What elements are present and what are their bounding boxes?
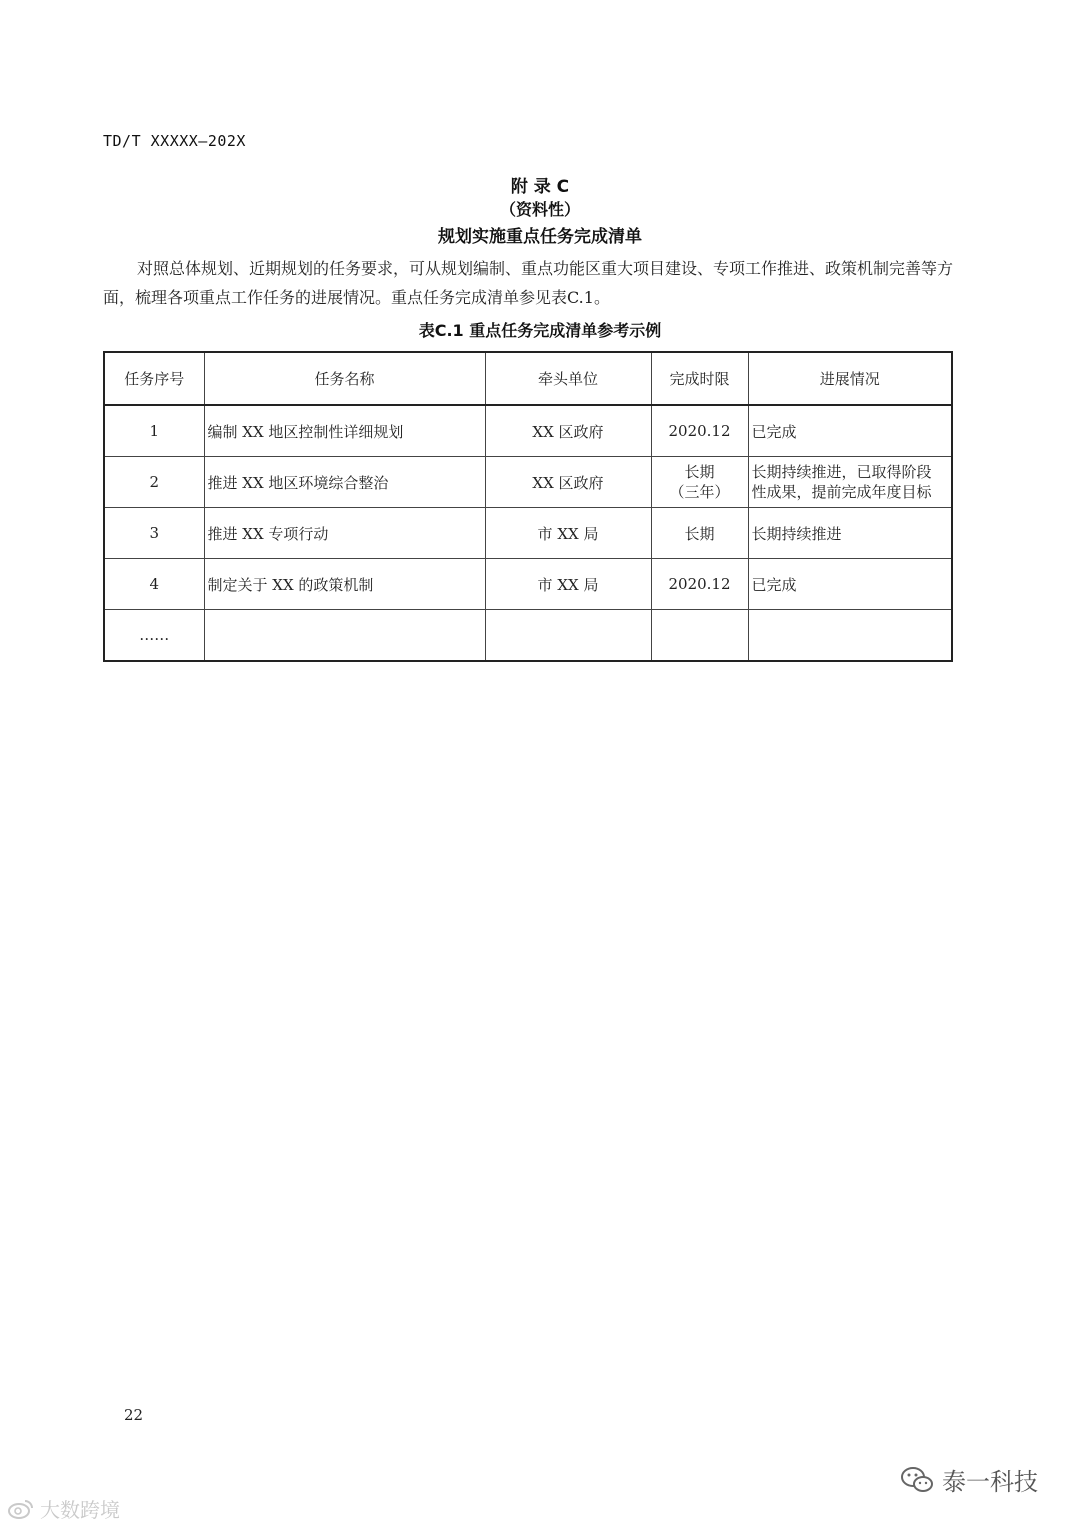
progress-line-2: 性成果，提前完成年度目标 xyxy=(751,483,932,501)
weibo-logo-icon xyxy=(8,1498,34,1520)
watermark-right xyxy=(900,1462,1038,1497)
cell-task-name: 编制 XX 地区控制性详细规划 xyxy=(204,405,485,457)
page-number: 22 xyxy=(124,1406,144,1424)
header-task-name: 任务名称 xyxy=(204,352,485,405)
cell-deadline: 2020.12 xyxy=(651,405,748,457)
cell-progress xyxy=(748,457,952,508)
cell-task-no: 1 xyxy=(104,405,204,457)
cell-progress xyxy=(748,610,952,662)
cell-lead-unit xyxy=(485,610,651,662)
cell-progress: 已完成 xyxy=(748,559,952,610)
cell-task-name xyxy=(204,610,485,662)
cell-task-no: 4 xyxy=(104,559,204,610)
cell-lead-unit: 市 XX 局 xyxy=(485,508,651,559)
cell-task-no: 2 xyxy=(104,457,204,508)
cell-task-name: 推进 XX 专项行动 xyxy=(204,508,485,559)
header-progress: 进展情况 xyxy=(748,352,952,405)
header-lead-unit: 牵头单位 xyxy=(485,352,651,405)
document-code: TD/T XXXXX—202X xyxy=(103,132,246,150)
watermark-left xyxy=(8,1494,120,1523)
cell-task-no: …… xyxy=(104,610,204,662)
cell-progress: 长期持续推进 xyxy=(748,508,952,559)
cell-deadline: 2020.12 xyxy=(651,559,748,610)
appendix-name: 规划实施重点任务完成清单 xyxy=(438,227,642,247)
wechat-logo-icon xyxy=(900,1466,934,1494)
deadline-line-2: （三年） xyxy=(669,483,730,501)
cell-task-name: 推进 XX 地区环境综合整治 xyxy=(204,457,485,508)
appendix-title: 附 录 C xyxy=(510,177,570,197)
watermark-right-text: 泰一科技 xyxy=(942,1468,1038,1496)
cell-lead-unit: XX 区政府 xyxy=(485,457,651,508)
cell-lead-unit: XX 区政府 xyxy=(485,405,651,457)
body-paragraph: 对照总体规划、近期规划的任务要求，可从规划编制、重点功能区重大项目建设、专项工作推进、政策机制完善等方面，梳理各项重点工作任务的进展情况。重点任务完成清单参见表C.1。 xyxy=(103,259,954,307)
appendix-subtitle: （资料性） xyxy=(499,200,580,219)
table-caption: 表C.1 重点任务完成清单参考示例 xyxy=(418,321,662,340)
task-table xyxy=(103,351,953,662)
cell-task-name: 制定关于 XX 的政策机制 xyxy=(204,559,485,610)
header-task-no: 任务序号 xyxy=(104,352,204,405)
cell-deadline xyxy=(651,610,748,662)
table-header-row xyxy=(104,352,952,405)
cell-lead-unit: 市 XX 局 xyxy=(485,559,651,610)
table-row xyxy=(104,405,952,457)
cell-deadline: 长期 xyxy=(651,508,748,559)
table-row xyxy=(104,559,952,610)
deadline-line-1: 长期 xyxy=(684,463,715,481)
progress-line-1: 长期持续推进，已取得阶段 xyxy=(751,463,932,481)
cell-progress: 已完成 xyxy=(748,405,952,457)
table-row xyxy=(104,457,952,508)
table-row xyxy=(104,610,952,662)
cell-task-no: 3 xyxy=(104,508,204,559)
header-deadline: 完成时限 xyxy=(651,352,748,405)
cell-deadline xyxy=(651,457,748,508)
table-row xyxy=(104,508,952,559)
watermark-left-text: 大数跨境 xyxy=(40,1498,120,1522)
